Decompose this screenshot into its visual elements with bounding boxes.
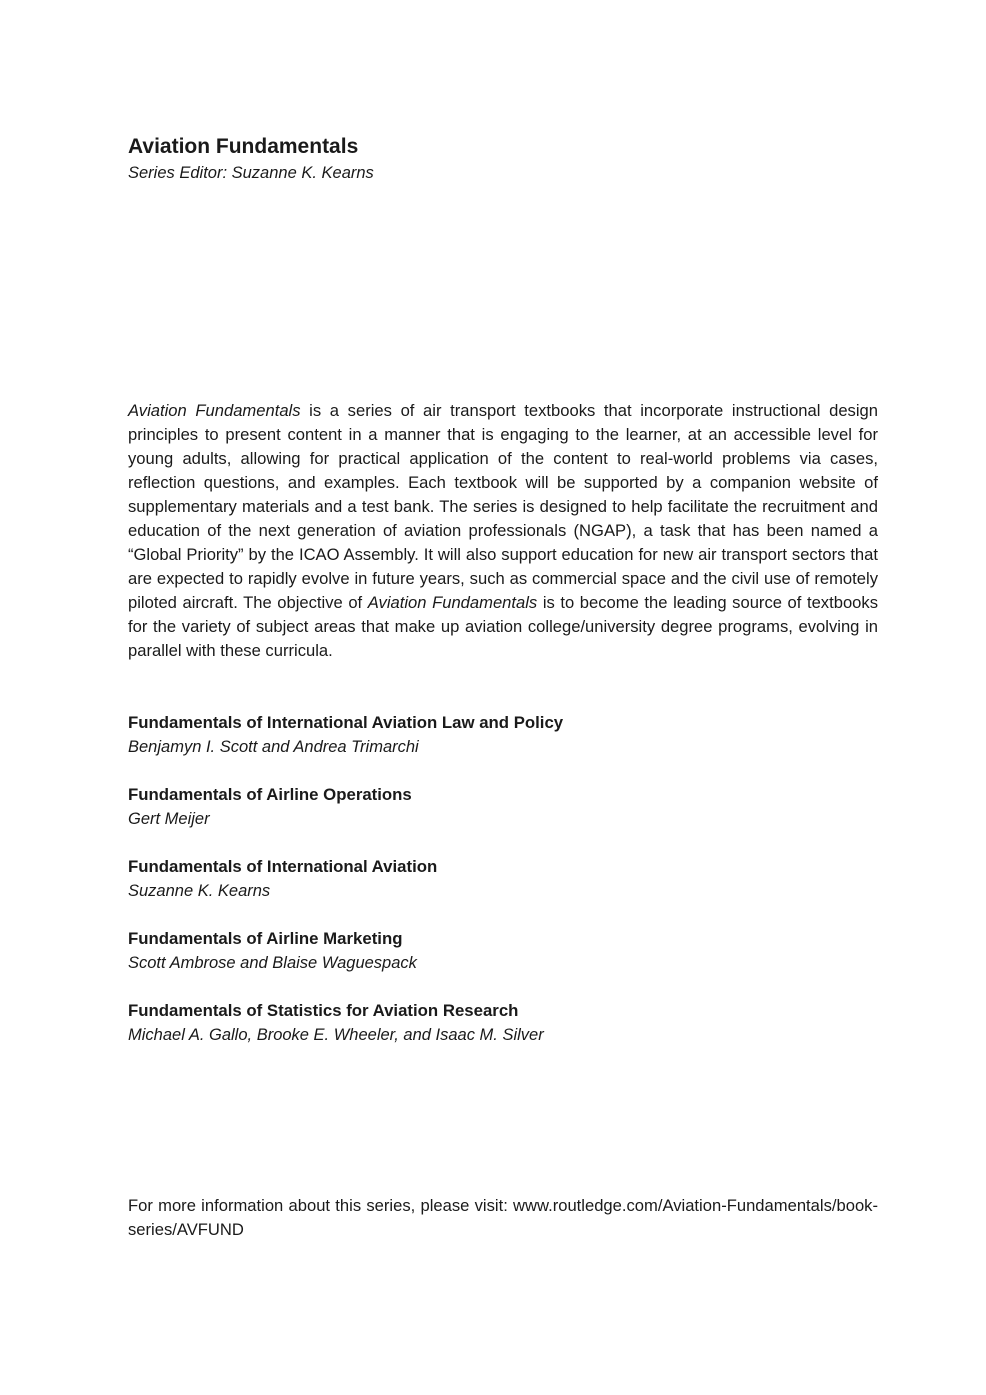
book-title: Fundamentals of Statistics for Aviation Research — [128, 1001, 519, 1020]
description-text-part2: is to become the leading source of textbooks for the variety of subject areas that make up aviation college/university degree programs, evolving in parallel with these curricula. — [128, 593, 878, 660]
book-title: Fundamentals of International Aviation Law and Policy — [128, 713, 564, 732]
book-entry — [128, 711, 878, 759]
book-entry — [128, 927, 878, 975]
series-header — [128, 133, 878, 185]
book-title: Fundamentals of Airline Operations — [128, 785, 412, 804]
series-description — [128, 399, 878, 663]
book-title: Fundamentals of Airline Marketing — [128, 929, 403, 948]
description-text-part1: is a series of air transport textbooks that incorporate instructional design principles to present content in a manner that is engaging to the learner, at an accessible level for young adults, allowing for practical application of the content to real-world problems via cases, reflection questions, and examples. Each textbook will be supported by a companion website of supplementary materials and a test bank. The series is designed to help facilitate the recruitment and education of the next generation of aviation professionals (NGAP), a task that has been named a “Global Priority” by the ICAO Assembly. It will also support education for new air transport sectors that are expected to rapidly evolve in future years, such as commercial space and the civil use of remotely piloted aircraft. The objective of — [128, 401, 878, 612]
book-entry — [128, 999, 878, 1047]
series-name-italic: Aviation Fundamentals — [128, 401, 301, 420]
book-authors: Gert Meijer — [128, 810, 210, 828]
book-title: Fundamentals of International Aviation — [128, 857, 438, 876]
book-authors: Benjamyn I. Scott and Andrea Trimarchi — [128, 738, 419, 756]
series-name-italic-inline: Aviation Fundamentals — [367, 593, 538, 612]
series-title: Aviation Fundamentals — [128, 135, 359, 158]
book-list — [128, 711, 878, 1071]
series-editor: Series Editor: Suzanne K. Kearns — [128, 164, 374, 182]
book-authors: Scott Ambrose and Blaise Waguespack — [128, 954, 417, 972]
book-authors: Suzanne K. Kearns — [128, 882, 271, 900]
book-entry — [128, 855, 878, 903]
book-entry — [128, 783, 878, 831]
book-authors: Michael A. Gallo, Brooke E. Wheeler, and Isaac M. Silver — [128, 1026, 544, 1044]
more-info-text: For more information about this series, please visit: www.routledge.com/Aviation-Fundamentals/book-series/AVFUND — [128, 1196, 878, 1239]
